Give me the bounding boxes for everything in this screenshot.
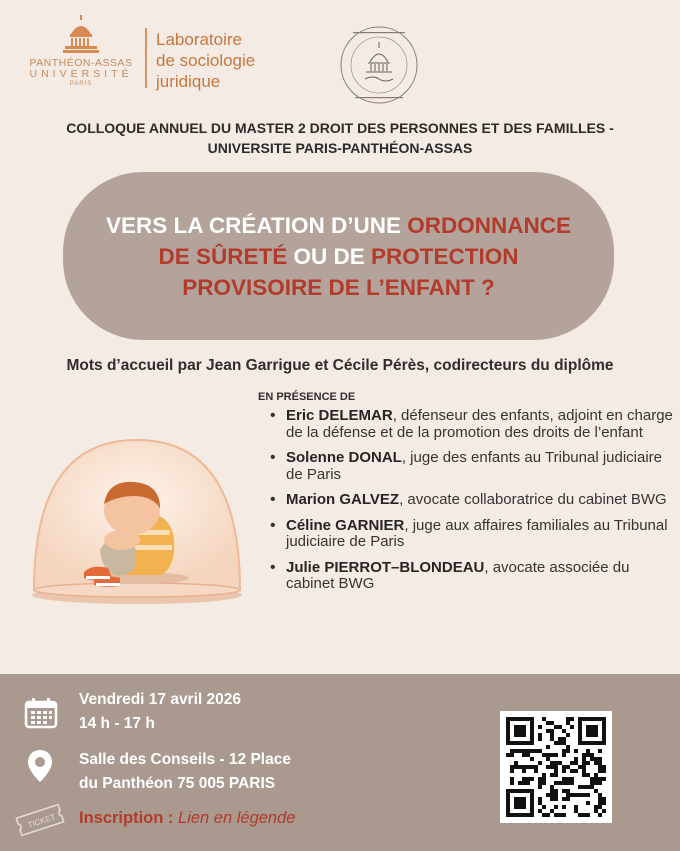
title-part-1: VERS LA CRÉATION D’UNE bbox=[105, 212, 408, 238]
event-date: Vendredi 17 avril 2026 bbox=[79, 691, 241, 708]
colloque-line-1: COLLOQUE ANNUEL DU MASTER 2 DROIT DES PERSONNES ET DES FAMILLES - bbox=[66, 120, 614, 136]
inscription bbox=[79, 809, 295, 828]
welcome-text: Mots d’accueil par Jean Garrigue et Cécile Pérès, codirecteurs du diplôme bbox=[66, 357, 614, 374]
title-part-3: DE SÛRETÉ bbox=[158, 243, 288, 269]
title-part-6: PROVISOIRE DE L’ENFANT ? bbox=[182, 274, 495, 300]
speaker-name: Julie PIERROT–BLONDEAU bbox=[286, 558, 485, 576]
ticket-icon bbox=[12, 801, 68, 839]
speaker-item bbox=[270, 450, 680, 483]
inscription-label: Inscription : bbox=[79, 809, 174, 827]
svg-text:TICKET: TICKET bbox=[26, 812, 57, 830]
speaker-item bbox=[270, 492, 680, 509]
lab-line-2: de sociologie bbox=[156, 51, 256, 70]
speaker-item bbox=[270, 518, 680, 551]
qr-code[interactable] bbox=[500, 711, 612, 823]
speaker-role: , juge aux affaires familiales au Tribunal judiciaire de Paris bbox=[286, 516, 668, 550]
colloque-line-2: UNIVERSITE PARIS-PANTHÉON-ASSAS bbox=[207, 140, 473, 156]
event-location-line-2: du Panthéon 75 005 PARIS bbox=[79, 775, 276, 792]
university-name: PANTHÉON-ASSAS bbox=[29, 57, 133, 69]
speaker-name: Solenne DONAL bbox=[286, 449, 402, 466]
colloque-heading bbox=[0, 118, 680, 158]
title-banner bbox=[63, 172, 614, 340]
university-city: PARIS bbox=[69, 81, 93, 87]
logo-divider bbox=[145, 28, 147, 88]
inscription-link[interactable]: Lien en légende bbox=[178, 809, 296, 827]
speaker-role: , juge des enfants au Tribunal judiciaire de Paris bbox=[286, 449, 663, 483]
lab-line-1: Laboratoire bbox=[156, 30, 243, 49]
calendar-icon bbox=[24, 697, 58, 729]
speaker-name: Marion GALVEZ bbox=[286, 491, 400, 508]
presence-label: EN PRÉSENCE DE bbox=[258, 391, 356, 403]
speaker-name: Céline GARNIER bbox=[286, 516, 405, 534]
title-part-2: ORDONNANCE bbox=[407, 212, 572, 238]
university-word: UNIVERSITÉ bbox=[29, 68, 133, 80]
speakers-list bbox=[270, 408, 680, 602]
event-title bbox=[63, 210, 614, 303]
pantheon-dome-icon bbox=[61, 14, 101, 56]
speaker-role: , avocate collaboratrice du cabinet BWG bbox=[399, 491, 667, 508]
university-logo bbox=[22, 14, 140, 94]
master-seal-icon bbox=[333, 24, 425, 106]
qr-code-icon bbox=[506, 717, 606, 817]
title-part-4: OU DE bbox=[287, 243, 372, 269]
lab-line-3: juridique bbox=[156, 72, 221, 91]
speaker-item bbox=[270, 408, 680, 441]
lab-logo bbox=[156, 29, 255, 92]
speaker-name: Eric DELEMAR bbox=[286, 407, 393, 424]
speaker-role: , avocate associée du cabinet BWG bbox=[286, 558, 630, 592]
header-logos bbox=[0, 0, 680, 110]
speaker-role: , défenseur des enfants, adjoint en charge de la défense et de la promotion des droits de l’enfant bbox=[286, 407, 673, 441]
title-part-5: PROTECTION bbox=[371, 243, 519, 269]
child-in-glass-dome-illustration bbox=[22, 430, 252, 608]
location-pin-icon bbox=[27, 749, 53, 783]
event-location-line-1: Salle des Conseils - 12 Place bbox=[79, 751, 291, 768]
event-time: 14 h - 17 h bbox=[79, 715, 155, 732]
speaker-item bbox=[270, 560, 680, 593]
